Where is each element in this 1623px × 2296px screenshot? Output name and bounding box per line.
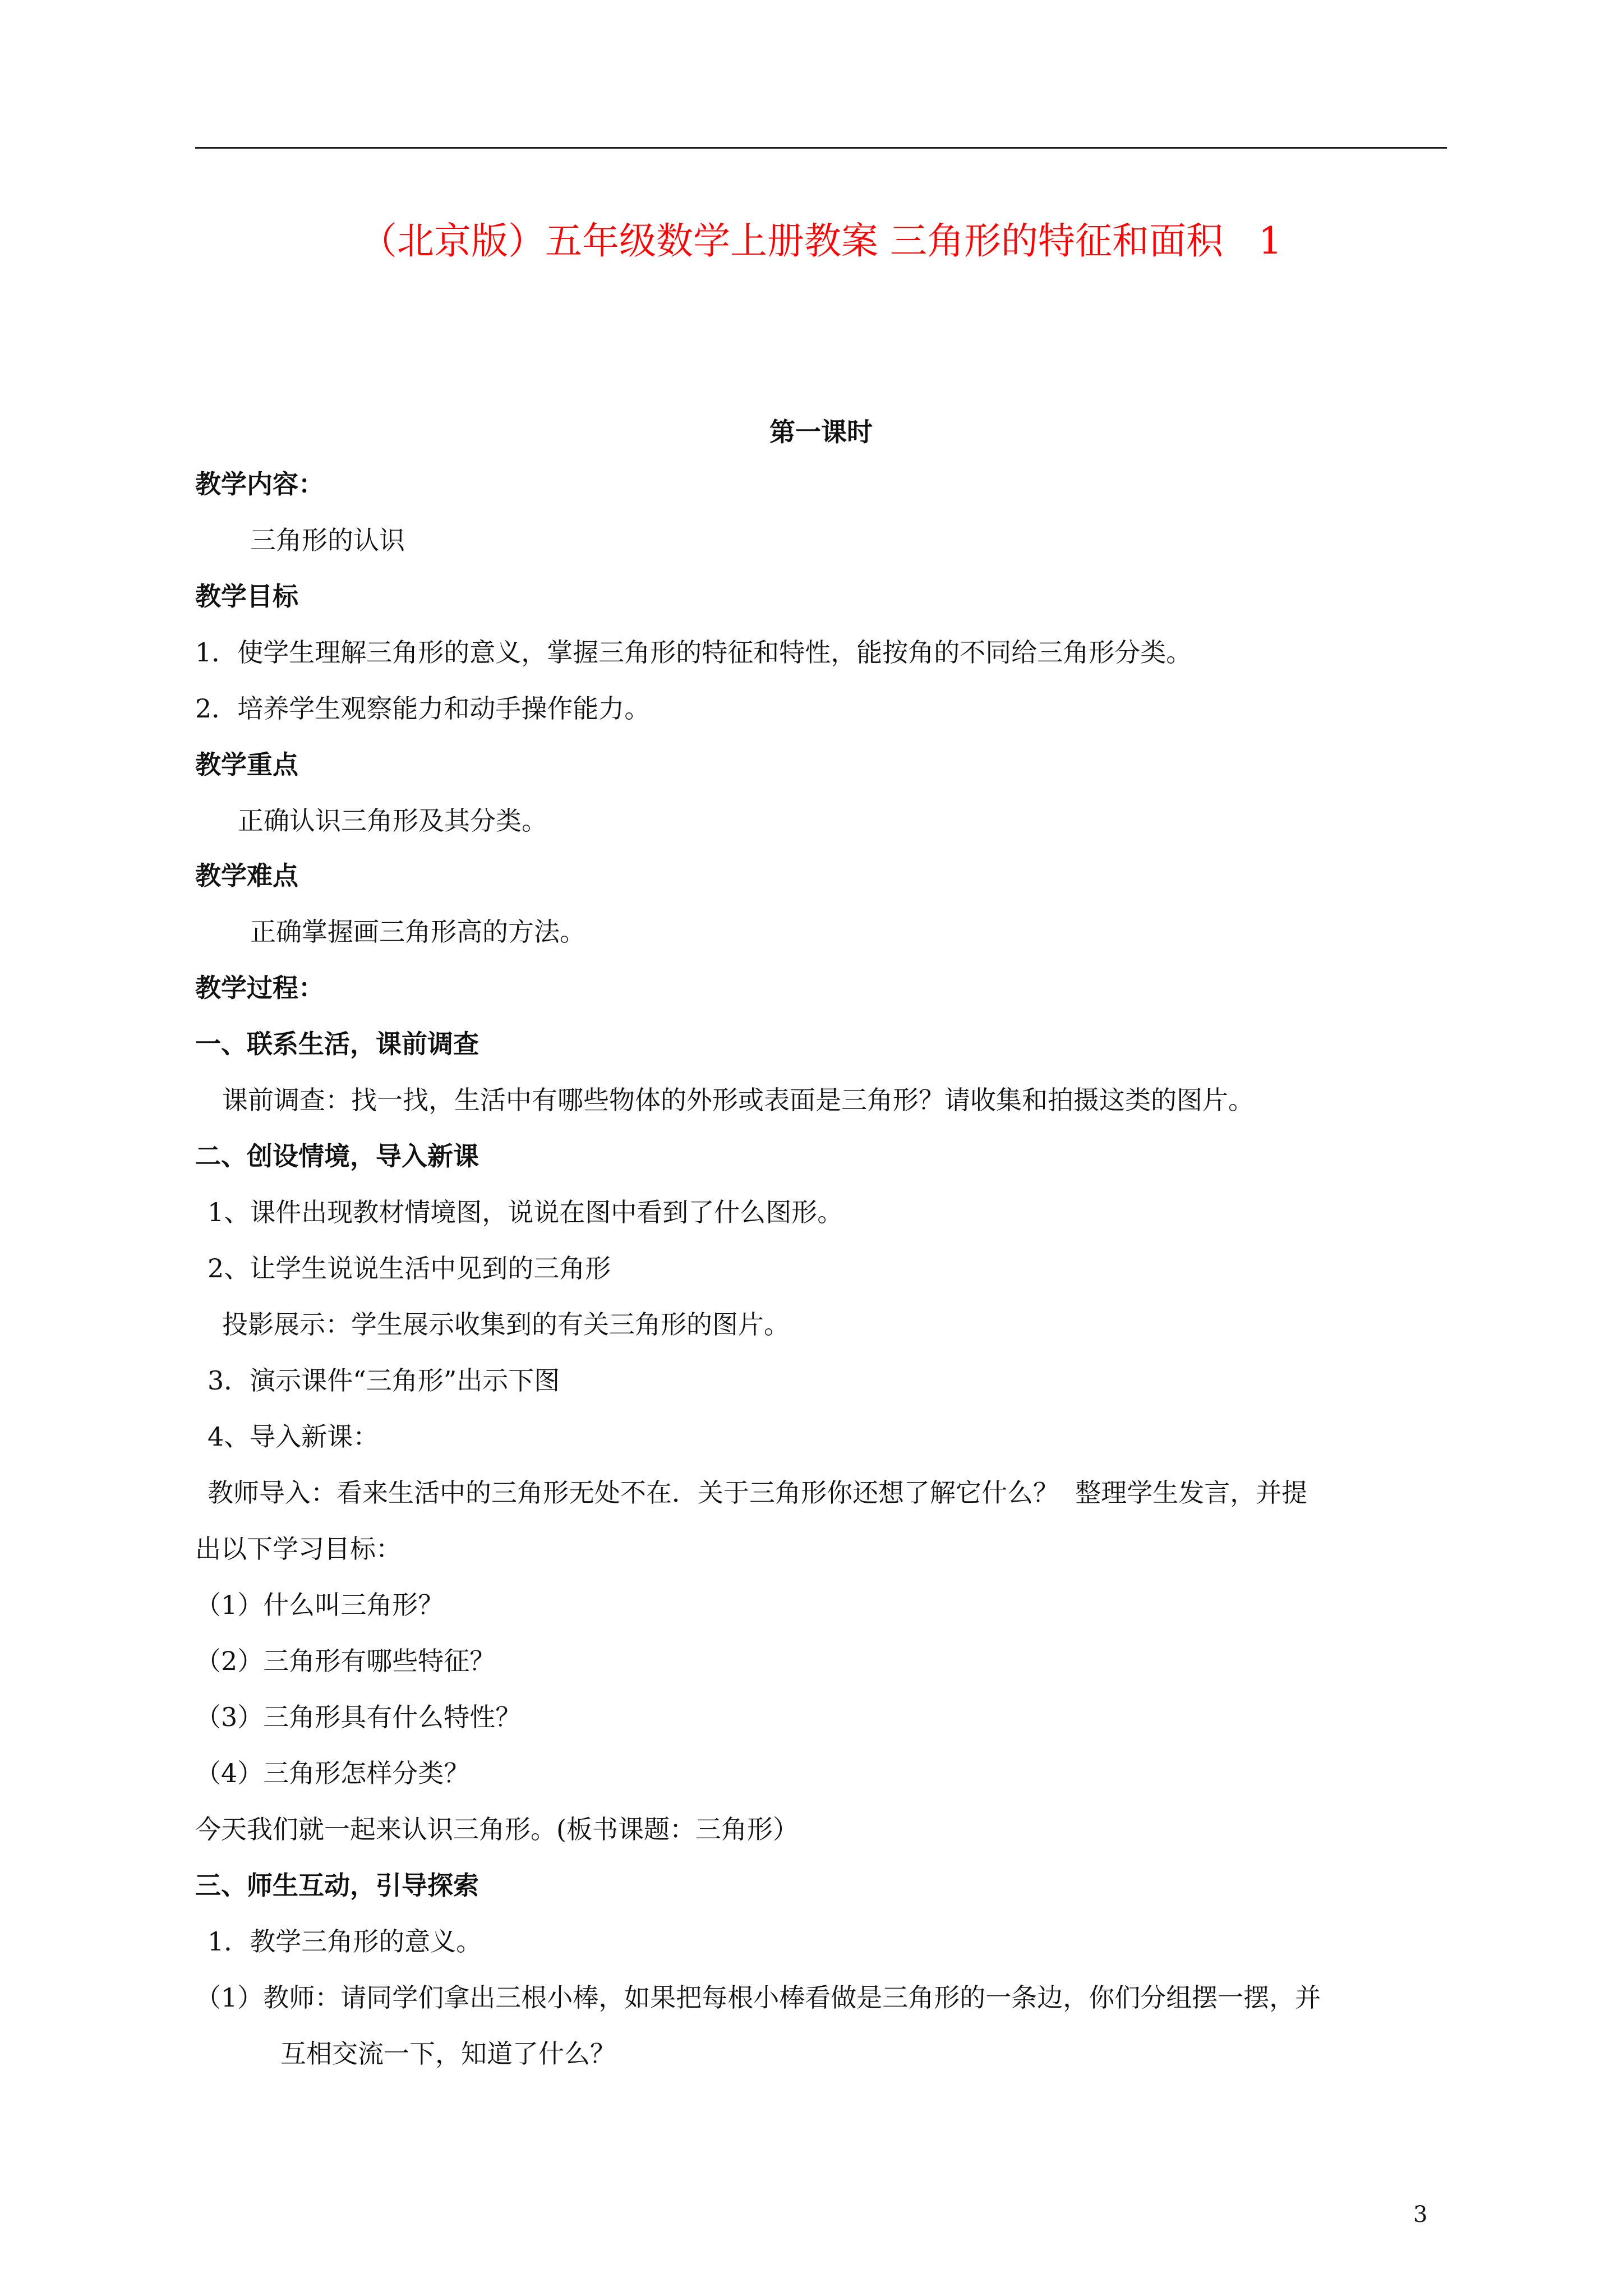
section-heading: 教学难点 xyxy=(195,861,298,891)
text-line: 今天我们就一起来认识三角形。(板书课题：三角形） xyxy=(195,1814,799,1844)
text-line: （1）什么叫三角形？ xyxy=(195,1590,444,1620)
text-line: 课前调查：找一找，生活中有哪些物体的外形或表面是三角形？请收集和拍摄这类的图片。 xyxy=(222,1085,1254,1115)
document-title: （北京版）五年级数学上册教案 三角形的特征和面积 1 xyxy=(360,219,1282,263)
text-line: （3）三角形具有什么特性？ xyxy=(195,1702,522,1732)
section-heading: 教学目标 xyxy=(195,581,298,611)
section-heading: 二、创设情境，导入新课 xyxy=(195,1141,479,1171)
text-line: （1）教师：请同学们拿出三根小棒，如果把每根小棒看做是三角形的一条边，你们分组摆一摆，并 xyxy=(195,1982,1321,2013)
lesson-heading: 第一课时 xyxy=(769,417,873,447)
section-heading: 教学内容： xyxy=(195,469,324,499)
section-heading: 教学重点 xyxy=(195,749,298,780)
text-line: 教师导入：看来生活中的三角形无处不在．关于三角形你还想了解它什么？ 整理学生发言，并提 xyxy=(208,1478,1308,1508)
header-rule xyxy=(195,147,1447,149)
text-line: 1．教学三角形的意义。 xyxy=(208,1926,482,1957)
text-line: 三角形的认识 xyxy=(250,525,405,555)
text-line: 出以下学习目标： xyxy=(195,1534,402,1564)
text-line: 互相交流一下，知道了什么？ xyxy=(280,2039,616,2069)
text-line: 1．使学生理解三角形的意义，掌握三角形的特征和特性，能按角的不同给三角形分类。 xyxy=(195,637,1192,668)
text-line: 4、导入新课： xyxy=(208,1421,379,1452)
text-line: 2．培养学生观察能力和动手操作能力。 xyxy=(195,693,651,724)
section-heading: 一、联系生活，课前调查 xyxy=(195,1029,479,1059)
text-line: 正确认识三角形及其分类。 xyxy=(238,806,547,836)
text-line: （2）三角形有哪些特征？ xyxy=(195,1646,496,1676)
page-number: 3 xyxy=(1413,2202,1428,2228)
text-line: 正确掌握画三角形高的方法。 xyxy=(250,917,585,947)
section-heading: 教学过程： xyxy=(195,973,324,1003)
text-line: 3．演示课件“三角形”出示下图 xyxy=(208,1365,560,1396)
section-heading: 三、师生互动，引导探索 xyxy=(195,1870,479,1901)
text-line: 投影展示：学生展示收集到的有关三角形的图片。 xyxy=(222,1309,790,1340)
text-line: 1、课件出现教材情境图，说说在图中看到了什么图形。 xyxy=(208,1197,843,1227)
text-line: 2、让学生说说生活中见到的三角形 xyxy=(208,1253,611,1283)
text-line: （4）三角形怎样分类？ xyxy=(195,1758,470,1788)
